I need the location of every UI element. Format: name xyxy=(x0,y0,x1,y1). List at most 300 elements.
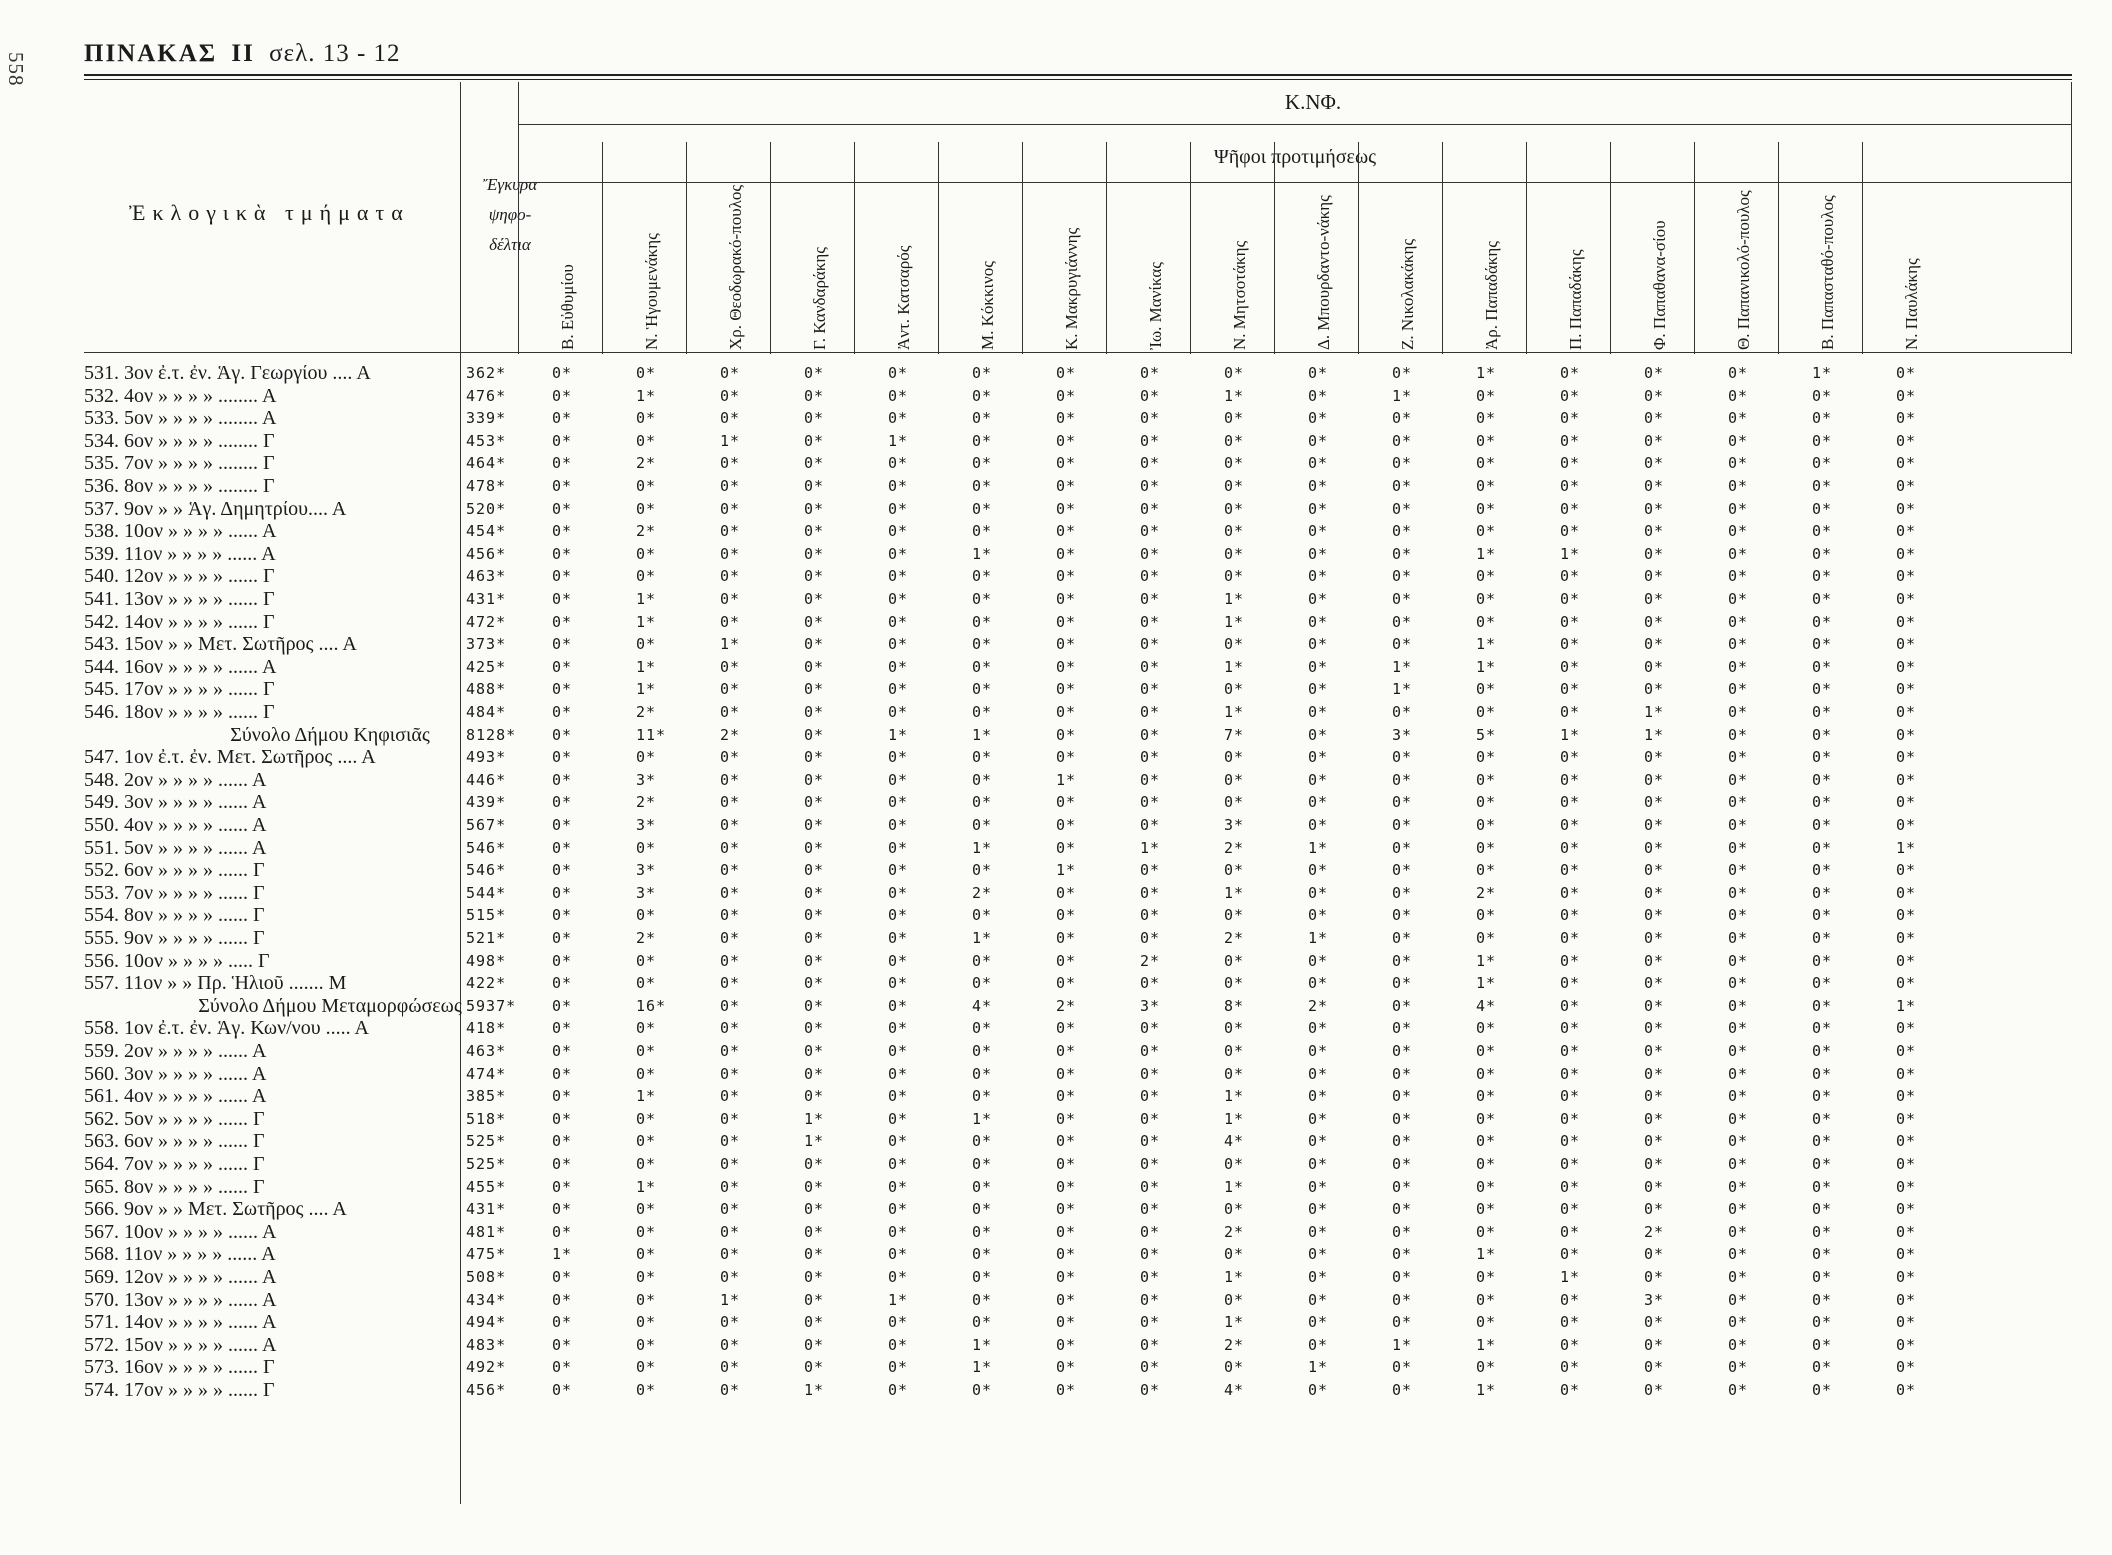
party-underline xyxy=(518,124,2072,125)
vote-cell: 0* xyxy=(804,454,825,473)
vote-cell: 0* xyxy=(720,522,741,541)
vote-cell: 0* xyxy=(804,1019,825,1038)
vote-cell: 0* xyxy=(720,1245,741,1264)
vote-cell: 0* xyxy=(888,544,909,563)
valid-ballots-cell: 508* xyxy=(466,1268,507,1286)
total-row xyxy=(0,995,2112,1017)
valid-ballots-cell: 418* xyxy=(466,1019,507,1038)
vote-cell: 0* xyxy=(1056,725,1077,744)
valid-ballots-cell: 484* xyxy=(466,703,507,721)
vote-cell: 0* xyxy=(720,499,741,518)
vote-cell: 0* xyxy=(1644,544,1665,563)
vote-cell: 0* xyxy=(720,409,741,428)
vote-cell: 0* xyxy=(1644,522,1665,541)
vote-cell: 0* xyxy=(1812,590,1833,608)
section-label: 533. 5ον » » » » ........ Α xyxy=(84,407,277,430)
vote-cell: 0* xyxy=(1140,1019,1161,1038)
vote-cell: 0* xyxy=(552,1381,573,1399)
vote-cell: 0* xyxy=(552,1177,573,1196)
vote-cell: 1* xyxy=(636,1177,657,1196)
vote-cell: 0* xyxy=(804,1042,825,1060)
vote-cell: 0* xyxy=(1056,1335,1077,1354)
vote-cell: 1* xyxy=(1224,1087,1245,1106)
valid-ballots-cell: 431* xyxy=(466,1200,507,1219)
vote-cell: 1* xyxy=(1476,657,1497,676)
vote-cell: 0* xyxy=(720,838,741,857)
vote-cell: 0* xyxy=(552,1087,573,1106)
vote-cell: 0* xyxy=(1224,409,1245,428)
vote-cell: 0* xyxy=(1560,748,1581,767)
vote-cell: 0* xyxy=(1728,477,1749,495)
vote-cell: 0* xyxy=(1308,635,1329,654)
vote-cell: 0* xyxy=(888,499,909,518)
vote-cell: 11* xyxy=(636,725,667,744)
vote-cell: 0* xyxy=(1896,499,1917,518)
valid-ballots-cell: 515* xyxy=(466,906,507,925)
vote-cell: 0* xyxy=(1140,1245,1161,1264)
vote-cell: 0* xyxy=(1308,1200,1329,1219)
vote-cell: 0* xyxy=(972,1177,993,1196)
vote-cell: 0* xyxy=(1812,409,1833,428)
vote-cell: 1* xyxy=(1476,364,1497,382)
vote-cell: 0* xyxy=(552,703,573,721)
valid-ballots-cell: 492* xyxy=(466,1358,507,1377)
vote-cell: 0* xyxy=(1308,1290,1329,1309)
vote-cell: 1* xyxy=(1392,386,1413,405)
vote-cell: 0* xyxy=(636,544,657,563)
vote-cell: 0* xyxy=(1896,1177,1917,1196)
vote-cell: 0* xyxy=(720,770,741,789)
vote-cell: 0* xyxy=(720,929,741,947)
vote-cell: 0* xyxy=(1140,1132,1161,1151)
candidate-name-8: Ν. Μητσοτάκης xyxy=(1230,240,1249,350)
vote-cell: 0* xyxy=(1560,1064,1581,1083)
vote-cell: 0* xyxy=(1644,657,1665,676)
vote-cell: 1* xyxy=(1476,1381,1497,1399)
vote-cell: 0* xyxy=(720,1222,741,1241)
vote-cell: 0* xyxy=(888,612,909,631)
vote-cell: 0* xyxy=(720,1155,741,1173)
vote-cell: 0* xyxy=(1476,838,1497,857)
section-label: 548. 2ον » » » » ...... Α xyxy=(84,768,267,791)
vote-cell: 0* xyxy=(1896,1109,1917,1128)
vote-cell: 0* xyxy=(972,1019,993,1038)
vote-cell: 0* xyxy=(1896,929,1917,947)
vote-cell: 0* xyxy=(720,748,741,767)
vote-cell: 0* xyxy=(552,748,573,767)
vote-cell: 1* xyxy=(1476,1335,1497,1354)
vote-cell: 0* xyxy=(552,477,573,495)
table-row xyxy=(0,1153,2112,1175)
section-label: 547. 1ον ἐ.τ. ἐν. Μετ. Σωτῆρος .... Α xyxy=(84,746,376,769)
vote-cell: 0* xyxy=(1812,454,1833,473)
section-label: 565. 8ον » » » » ...... Γ xyxy=(84,1175,265,1198)
vote-cell: 0* xyxy=(1644,1381,1665,1399)
header-divider xyxy=(2071,82,2072,354)
vote-cell: 0* xyxy=(1896,1200,1917,1219)
vote-cell: 4* xyxy=(972,996,993,1015)
vote-cell: 0* xyxy=(1644,951,1665,970)
vote-cell: 0* xyxy=(1896,1313,1917,1332)
vote-cell: 0* xyxy=(1392,996,1413,1015)
vote-cell: 0* xyxy=(1056,1222,1077,1241)
top-rule-thin xyxy=(84,79,2072,80)
vote-cell: 3* xyxy=(1392,725,1413,744)
vote-cell: 2* xyxy=(1140,951,1161,970)
table-row xyxy=(0,882,2112,904)
section-label: 544. 16ον » » » » ...... Α xyxy=(84,655,277,678)
vote-cell: 1* xyxy=(636,1087,657,1106)
vote-cell: 1* xyxy=(1476,544,1497,563)
vote-cell: 0* xyxy=(1140,725,1161,744)
vote-cell: 0* xyxy=(552,431,573,450)
vote-cell: 0* xyxy=(636,1381,657,1399)
vote-cell: 0* xyxy=(1896,861,1917,880)
vote-cell: 1* xyxy=(552,1245,573,1264)
vote-cell: 0* xyxy=(1224,748,1245,767)
vote-cell: 0* xyxy=(972,386,993,405)
vote-cell: 0* xyxy=(1644,1245,1665,1264)
vote-cell: 0* xyxy=(1728,883,1749,902)
vote-cell: 0* xyxy=(1560,1358,1581,1377)
table-row xyxy=(0,701,2112,723)
vote-cell: 0* xyxy=(1560,386,1581,405)
vote-cell: 0* xyxy=(1056,1132,1077,1151)
title-number: II xyxy=(231,40,255,67)
vote-cell: 0* xyxy=(1224,1042,1245,1060)
vote-cell: 0* xyxy=(636,635,657,654)
vote-cell: 0* xyxy=(972,522,993,541)
vote-cell: 0* xyxy=(1644,431,1665,450)
vote-cell: 0* xyxy=(1056,1155,1077,1173)
section-label: 559. 2ον » » » » ...... Α xyxy=(84,1040,267,1062)
table-row xyxy=(0,791,2112,813)
vote-cell: 0* xyxy=(1140,770,1161,789)
vote-cell: 0* xyxy=(1560,770,1581,789)
candidate-divider xyxy=(1862,142,1863,354)
table-row xyxy=(0,904,2112,926)
vote-cell: 0* xyxy=(720,454,741,473)
vote-cell: 0* xyxy=(636,431,657,450)
candidate-divider xyxy=(854,142,855,354)
vote-cell: 0* xyxy=(1056,522,1077,541)
vote-cell: 0* xyxy=(1728,816,1749,834)
vote-cell: 0* xyxy=(1140,477,1161,495)
vote-cell: 1* xyxy=(1476,974,1497,993)
vote-cell: 0* xyxy=(1392,522,1413,541)
vote-cell: 0* xyxy=(1812,1290,1833,1309)
vote-cell: 0* xyxy=(1728,906,1749,925)
vote-cell: 0* xyxy=(804,929,825,947)
vote-cell: 0* xyxy=(1560,1109,1581,1128)
vote-cell: 0* xyxy=(1728,1155,1749,1173)
vote-cell: 0* xyxy=(1812,1109,1833,1128)
vote-cell: 0* xyxy=(1560,635,1581,654)
vote-cell: 0* xyxy=(1728,1290,1749,1309)
vote-cell: 0* xyxy=(1896,1222,1917,1241)
vote-cell: 0* xyxy=(636,477,657,495)
vote-cell: 0* xyxy=(888,1245,909,1264)
table-row xyxy=(0,1221,2112,1243)
vote-cell: 1* xyxy=(1224,612,1245,631)
vote-cell: 0* xyxy=(1476,1222,1497,1241)
valid-ballots-cell: 525* xyxy=(466,1132,507,1151)
vote-cell: 0* xyxy=(1476,1290,1497,1309)
vote-cell: 0* xyxy=(1896,431,1917,450)
vote-cell: 0* xyxy=(1560,1155,1581,1173)
vote-cell: 2* xyxy=(1644,1222,1665,1241)
vote-cell: 0* xyxy=(1644,974,1665,993)
vote-cell: 0* xyxy=(1308,612,1329,631)
vote-cell: 0* xyxy=(1896,680,1917,699)
vote-cell: 0* xyxy=(1476,770,1497,789)
vote-cell: 0* xyxy=(1308,454,1329,473)
vote-cell: 0* xyxy=(1812,499,1833,518)
vote-cell: 0* xyxy=(804,748,825,767)
vote-cell: 0* xyxy=(1644,1200,1665,1219)
vote-cell: 0* xyxy=(888,1155,909,1173)
section-label: 545. 17ον » » » » ...... Γ xyxy=(84,678,275,701)
vote-cell: 0* xyxy=(1560,1177,1581,1196)
vote-cell: 0* xyxy=(1812,1335,1833,1354)
candidate-divider xyxy=(938,142,939,354)
vote-cell: 0* xyxy=(804,1222,825,1241)
vote-cell: 0* xyxy=(888,1381,909,1399)
vote-cell: 0* xyxy=(1644,499,1665,518)
vote-cell: 1* xyxy=(1392,1335,1413,1354)
vote-cell: 0* xyxy=(1056,431,1077,450)
vote-cell: 0* xyxy=(1812,906,1833,925)
vote-cell: 0* xyxy=(720,793,741,812)
vote-cell: 0* xyxy=(636,1268,657,1286)
vote-cell: 0* xyxy=(1224,635,1245,654)
vote-cell: 0* xyxy=(972,770,993,789)
vote-cell: 0* xyxy=(1392,567,1413,586)
vote-cell: 0* xyxy=(804,906,825,925)
table-row xyxy=(0,1198,2112,1220)
vote-cell: 0* xyxy=(1728,567,1749,586)
vote-cell: 1* xyxy=(1476,951,1497,970)
vote-cell: 0* xyxy=(1644,1335,1665,1354)
vote-cell: 0* xyxy=(1812,657,1833,676)
vote-cell: 1* xyxy=(636,386,657,405)
vote-cell: 0* xyxy=(636,1313,657,1332)
vote-cell: 0* xyxy=(1476,816,1497,834)
vote-cell: 0* xyxy=(636,499,657,518)
vote-cell: 0* xyxy=(804,838,825,857)
vote-cell: 0* xyxy=(1476,454,1497,473)
vote-cell: 0* xyxy=(1896,793,1917,812)
vote-cell: 0* xyxy=(636,1109,657,1128)
section-label: 537. 9ον » » Ἁγ. Δημητρίου.... Α xyxy=(84,497,347,520)
vote-cell: 0* xyxy=(1308,431,1329,450)
vote-cell: 1* xyxy=(1056,861,1077,880)
valid-ballots-cell: 5937* xyxy=(466,996,517,1015)
vote-cell: 0* xyxy=(1896,770,1917,789)
valid-ballots-cell: 493* xyxy=(466,748,507,767)
vote-cell: 0* xyxy=(888,1109,909,1128)
vote-cell: 0* xyxy=(720,1268,741,1286)
vote-cell: 2* xyxy=(1224,1222,1245,1241)
header-bottom-rule xyxy=(84,352,2072,353)
vote-cell: 0* xyxy=(1896,1381,1917,1399)
vote-cell: 0* xyxy=(1056,883,1077,902)
vote-cell: 0* xyxy=(1476,1064,1497,1083)
vote-cell: 3* xyxy=(1224,816,1245,834)
vote-cell: 0* xyxy=(972,499,993,518)
vote-cell: 0* xyxy=(1140,1155,1161,1173)
vote-cell: 0* xyxy=(1728,635,1749,654)
vote-cell: 0* xyxy=(1896,883,1917,902)
valid-ballots-cell: 520* xyxy=(466,499,507,518)
vote-cell: 0* xyxy=(1056,1177,1077,1196)
vote-cell: 0* xyxy=(552,1109,573,1128)
section-label: 531. 3ον ἐ.τ. ἐν. Ἁγ. Γεωργίου .... Α xyxy=(84,362,371,384)
vote-cell: 0* xyxy=(1392,1177,1413,1196)
vote-cell: 0* xyxy=(804,951,825,970)
vote-cell: 0* xyxy=(636,838,657,857)
valid-ballots-cell: 546* xyxy=(466,838,507,857)
vote-cell: 0* xyxy=(1896,1019,1917,1038)
vote-cell: 0* xyxy=(972,657,993,676)
vote-cell: 0* xyxy=(552,861,573,880)
vote-cell: 0* xyxy=(972,477,993,495)
vote-cell: 1* xyxy=(888,1290,909,1309)
valid-ballots-cell: 463* xyxy=(466,567,507,586)
vote-cell: 0* xyxy=(1644,1313,1665,1332)
vote-cell: 0* xyxy=(972,1381,993,1399)
vote-cell: 0* xyxy=(1728,1358,1749,1377)
vote-cell: 0* xyxy=(804,1064,825,1083)
vote-cell: 0* xyxy=(1812,974,1833,993)
vote-cell: 0* xyxy=(804,431,825,450)
vote-cell: 0* xyxy=(1140,861,1161,880)
vote-cell: 2* xyxy=(972,883,993,902)
vote-cell: 0* xyxy=(1140,1268,1161,1286)
section-label: 557. 11ον » » Πρ. Ἡλιοῦ ....... Μ xyxy=(84,972,347,995)
vote-cell: 0* xyxy=(1728,974,1749,993)
section-label: 567. 10ον » » » » ...... Α xyxy=(84,1220,277,1243)
vote-cell: 0* xyxy=(636,409,657,428)
vote-cell: 0* xyxy=(1812,703,1833,721)
vote-cell: 0* xyxy=(1896,703,1917,721)
vote-cell: 0* xyxy=(972,635,993,654)
vote-cell: 1* xyxy=(972,1358,993,1377)
vote-cell: 1* xyxy=(1224,590,1245,608)
vote-cell: 0* xyxy=(1392,1222,1413,1241)
section-label: 542. 14ον » » » » ...... Γ xyxy=(84,610,275,633)
vote-cell: 1* xyxy=(804,1381,825,1399)
top-rule xyxy=(84,74,2072,76)
table-row xyxy=(0,859,2112,881)
vote-cell: 0* xyxy=(888,1064,909,1083)
vote-cell: 0* xyxy=(888,657,909,676)
vote-cell: 0* xyxy=(1896,748,1917,767)
section-label: 541. 13ον » » » » ...... Γ xyxy=(84,588,275,610)
vote-cell: 1* xyxy=(636,680,657,699)
vote-cell: 0* xyxy=(1224,906,1245,925)
section-label: 563. 6ον » » » » ...... Γ xyxy=(84,1130,265,1153)
vote-cell: 0* xyxy=(1812,1087,1833,1106)
vote-cell: 0* xyxy=(1140,1087,1161,1106)
vote-cell: 0* xyxy=(1308,974,1329,993)
section-label: 555. 9ον » » » » ...... Γ xyxy=(84,927,265,949)
vote-cell: 0* xyxy=(1224,477,1245,495)
vote-cell: 0* xyxy=(804,680,825,699)
vote-cell: 1* xyxy=(1560,544,1581,563)
vote-cell: 0* xyxy=(1644,612,1665,631)
vote-cell: 0* xyxy=(1392,454,1413,473)
section-label: 560. 3ον » » » » ...... Α xyxy=(84,1062,267,1085)
vote-cell: 0* xyxy=(1392,906,1413,925)
vote-cell: 0* xyxy=(1812,386,1833,405)
table-row xyxy=(0,588,2112,610)
vote-cell: 0* xyxy=(1392,499,1413,518)
vote-cell: 0* xyxy=(972,567,993,586)
valid-ballots-cell: 521* xyxy=(466,929,507,947)
vote-cell: 0* xyxy=(1560,454,1581,473)
vote-cell: 0* xyxy=(720,364,741,382)
vote-cell: 0* xyxy=(1644,1358,1665,1377)
vote-cell: 0* xyxy=(1560,1335,1581,1354)
vote-cell: 0* xyxy=(1476,386,1497,405)
vote-cell: 0* xyxy=(1560,816,1581,834)
vote-cell: 0* xyxy=(552,409,573,428)
vote-cell: 0* xyxy=(804,816,825,834)
vote-cell: 0* xyxy=(888,1222,909,1241)
preference-votes-header: Ψῆφοι προτιμήσεως xyxy=(1213,146,1377,168)
valid-ballots-cell: 339* xyxy=(466,409,507,428)
vote-cell: 0* xyxy=(636,951,657,970)
vote-cell: 0* xyxy=(552,1200,573,1219)
vote-cell: 0* xyxy=(804,544,825,563)
vote-cell: 0* xyxy=(1728,1268,1749,1286)
table-row xyxy=(0,972,2112,994)
valid-ballots-cell: 518* xyxy=(466,1109,507,1128)
vote-cell: 0* xyxy=(1308,1245,1329,1264)
vote-cell: 0* xyxy=(720,386,741,405)
vote-cell: 1* xyxy=(720,635,741,654)
vote-cell: 0* xyxy=(1392,1042,1413,1060)
vote-cell: 0* xyxy=(972,454,993,473)
vote-cell: 0* xyxy=(1392,1132,1413,1151)
vote-cell: 0* xyxy=(1644,906,1665,925)
vote-cell: 0* xyxy=(1476,1019,1497,1038)
vote-cell: 0* xyxy=(1560,1200,1581,1219)
vote-cell: 0* xyxy=(1476,1177,1497,1196)
vote-cell: 0* xyxy=(1560,951,1581,970)
vote-cell: 0* xyxy=(972,1064,993,1083)
vote-cell: 2* xyxy=(636,454,657,473)
vote-cell: 0* xyxy=(1728,1019,1749,1038)
vote-cell: 1* xyxy=(1224,883,1245,902)
table-row xyxy=(0,565,2112,587)
vote-cell: 0* xyxy=(1056,386,1077,405)
vote-cell: 4* xyxy=(1476,996,1497,1015)
vote-cell: 0* xyxy=(1560,409,1581,428)
vote-cell: 0* xyxy=(1560,431,1581,450)
vote-cell: 0* xyxy=(552,816,573,834)
vote-cell: 0* xyxy=(1224,1290,1245,1309)
valid-ballots-cell: 463* xyxy=(466,1042,507,1060)
vote-cell: 0* xyxy=(1644,748,1665,767)
vote-cell: 0* xyxy=(1896,1335,1917,1354)
vote-cell: 0* xyxy=(636,364,657,382)
vote-cell: 0* xyxy=(1728,454,1749,473)
vote-cell: 0* xyxy=(1476,748,1497,767)
vote-cell: 0* xyxy=(1140,748,1161,767)
valid-ballots-cell: 362* xyxy=(466,364,507,382)
